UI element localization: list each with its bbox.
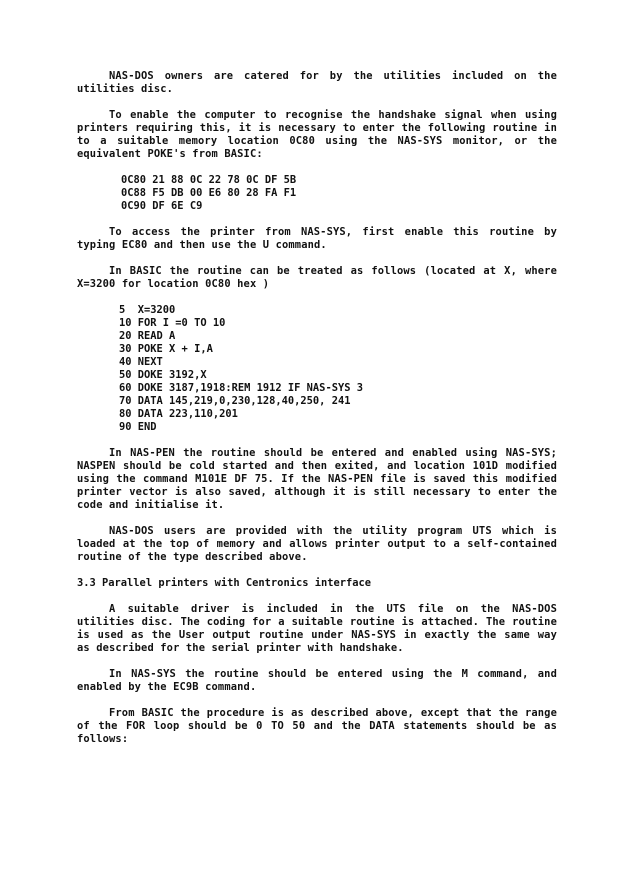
paragraph-text: A suitable driver is included in the UTS file on the NAS-DOS utilities disc. The coding for a suitable routine is attached. The routine is used as the User output routine under NAS-SYS in exactly the same way as described for the serial printer with handshake. bbox=[77, 603, 557, 654]
paragraph-from-basic bbox=[77, 707, 557, 746]
paragraph-basic-routine bbox=[77, 265, 557, 291]
section-heading: 3.3 Parallel printers with Centronics interface bbox=[77, 577, 372, 589]
paragraph-suitable-driver bbox=[77, 603, 557, 655]
basic-line: 50 DOKE 3192,X bbox=[119, 369, 207, 381]
paragraph-text: From BASIC the procedure is as described above, except that the range of the FOR loop should be 0 TO 50 and the DATA statements should be as follows: bbox=[77, 707, 557, 745]
basic-line: 5 X=3200 bbox=[119, 304, 176, 316]
paragraph-text: To access the printer from NAS-SYS, first enable this routine by typing EC80 and then use the U command. bbox=[77, 226, 557, 251]
basic-line: 60 DOKE 3187,1918:REM 1912 IF NAS-SYS 3 bbox=[119, 382, 363, 394]
paragraph-handshake-routine bbox=[77, 109, 557, 161]
paragraph-nassys-m-command bbox=[77, 668, 557, 694]
hex-line: 0C88 F5 DB 00 E6 80 28 FA F1 bbox=[121, 187, 297, 199]
paragraph-nasdos-uts bbox=[77, 525, 557, 564]
basic-line: 30 POKE X + I,A bbox=[119, 343, 213, 355]
document-page bbox=[77, 70, 557, 759]
basic-line: 10 FOR I =0 TO 10 bbox=[119, 317, 226, 329]
paragraph-text: NAS-DOS owners are catered for by the utilities included on the utilities disc. bbox=[77, 70, 557, 95]
paragraph-text: In BASIC the routine can be treated as follows (located at X, where X=3200 for location 0C80 hex ) bbox=[77, 265, 557, 290]
paragraph-access-printer bbox=[77, 226, 557, 252]
hex-line: 0C80 21 88 0C 22 78 0C DF 5B bbox=[121, 174, 297, 186]
basic-line: 70 DATA 145,219,0,230,128,40,250, 241 bbox=[119, 395, 351, 407]
basic-line: 20 READ A bbox=[119, 330, 176, 342]
paragraph-text: NAS-DOS users are provided with the utility program UTS which is loaded at the top of memory and allows printer output to a self-contained routine of the type described above. bbox=[77, 525, 557, 563]
basic-line: 80 DATA 223,110,201 bbox=[119, 408, 238, 420]
basic-line: 90 END bbox=[119, 421, 157, 433]
paragraph-naspen bbox=[77, 447, 557, 512]
paragraph-text: To enable the computer to recognise the handshake signal when using printers requiring this, it is necessary to enter the following routine in to a suitable memory location 0C80 using the NAS-SYS monitor, or the equivalent POKE's from BASIC: bbox=[77, 109, 557, 160]
hex-line: 0C90 DF 6E C9 bbox=[121, 200, 203, 212]
paragraph-text: In NAS-SYS the routine should be entered using the M command, and enabled by the EC9B command. bbox=[77, 668, 557, 693]
basic-listing bbox=[77, 304, 557, 434]
hex-listing bbox=[77, 174, 557, 213]
paragraph-nasdos-owners bbox=[77, 70, 557, 96]
basic-line: 40 NEXT bbox=[119, 356, 163, 368]
paragraph-text: In NAS-PEN the routine should be entered and enabled using NAS-SYS; NASPEN should be cold started and then exited, and location 101D modified using the command M101E DF 75. If the NAS-PEN file is saved this modified printer vector is also saved, although it is still necessary to enter the code and initialise it. bbox=[77, 447, 557, 511]
